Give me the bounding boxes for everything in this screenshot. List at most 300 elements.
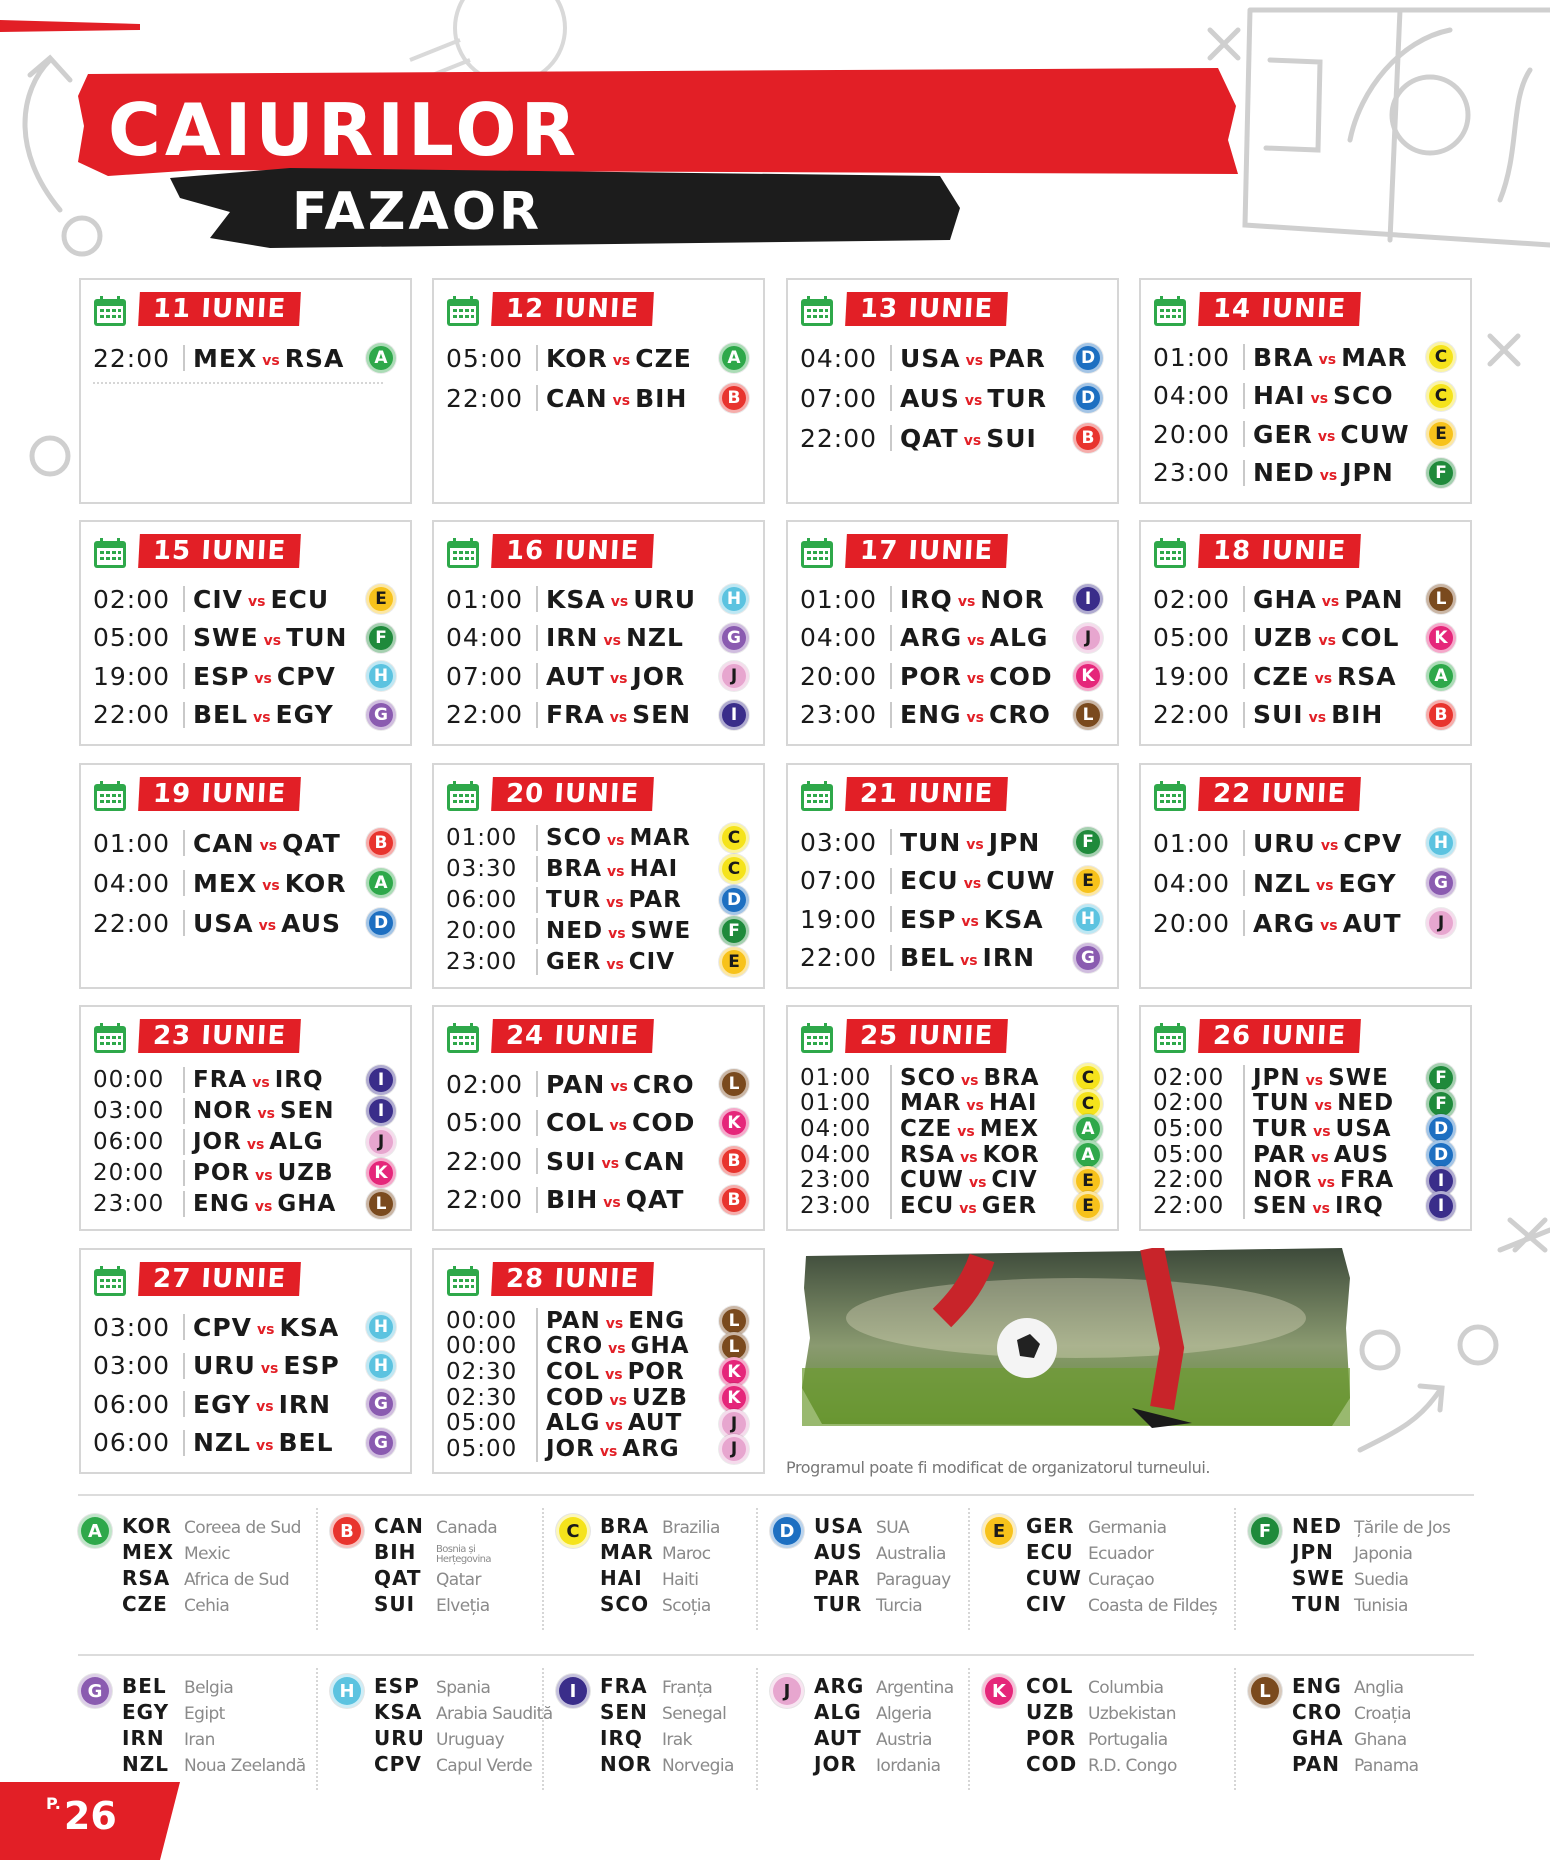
legend-group [330, 1674, 553, 1786]
away-team: PAR [988, 343, 1046, 373]
group-badge: L [1073, 700, 1103, 730]
home-team: SUI [546, 1146, 597, 1176]
group-badge: D [366, 908, 396, 938]
team-name: Maroc [662, 1544, 711, 1564]
legend-team [374, 1726, 504, 1752]
away-team: SWE [630, 917, 692, 944]
match-row [800, 1065, 1107, 1091]
legend-team [122, 1540, 230, 1566]
group-badge: K [719, 1357, 749, 1387]
day-date: 12 IUNIE [491, 292, 654, 326]
match-time: 20:00 [800, 661, 878, 691]
away-team: QAT [625, 1185, 685, 1215]
time-separator [890, 906, 892, 932]
vs-label: vs [259, 838, 278, 854]
time-separator [890, 425, 892, 451]
team-code: USA [814, 1514, 864, 1538]
away-team: AUS [281, 908, 342, 938]
match-row [446, 619, 753, 658]
home-team: NED [1253, 458, 1315, 488]
home-team: GER [546, 948, 602, 975]
vs-label: vs [1314, 1098, 1333, 1115]
legend-team [814, 1700, 932, 1726]
match-row [446, 580, 753, 619]
group-badge: L [366, 1189, 396, 1219]
vs-label: vs [1310, 390, 1329, 407]
vs-label: vs [1320, 918, 1338, 934]
group-badge: G [366, 1428, 396, 1458]
team-name: Columbia [1088, 1678, 1164, 1698]
away-team: BIH [1331, 700, 1384, 730]
legend-group-badge: A [78, 1514, 112, 1548]
match-time: 07:00 [446, 661, 524, 691]
legend-team [1026, 1540, 1153, 1566]
time-separator [536, 1410, 538, 1436]
group-badge: H [1073, 904, 1103, 934]
match-time: 23:00 [446, 948, 518, 975]
group-badge: F [719, 916, 749, 946]
team-code: UZB [1026, 1700, 1075, 1724]
group-badge: J [1073, 623, 1103, 653]
home-team: NZL [193, 1428, 251, 1458]
vs-label: vs [253, 709, 271, 726]
group-badge: I [1426, 1191, 1456, 1221]
day-date: 26 IUNIE [1198, 1019, 1361, 1053]
time-separator [536, 918, 538, 944]
team-code: GER [1026, 1514, 1075, 1538]
vs-label: vs [610, 1079, 628, 1096]
legend-team [1292, 1540, 1412, 1566]
match-time: 05:00 [446, 343, 524, 373]
legend-team [122, 1514, 301, 1540]
calendar-icon [1153, 295, 1187, 327]
day-date: 13 IUNIE [845, 292, 1008, 326]
dotted-divider [93, 382, 383, 384]
home-team: NOR [193, 1098, 253, 1125]
away-team: NED [1337, 1090, 1395, 1117]
team-name: Egipt [184, 1704, 225, 1724]
calendar-icon [446, 780, 480, 812]
time-separator [536, 586, 538, 612]
day-card [1139, 763, 1472, 989]
team-code: BIH [374, 1540, 417, 1564]
team-code: KSA [374, 1700, 423, 1724]
time-separator [536, 887, 538, 913]
vs-label: vs [260, 1360, 279, 1377]
time-separator [183, 1314, 185, 1340]
match-time: 22:00 [446, 1185, 524, 1215]
day-card [432, 520, 765, 746]
calendar-icon [93, 780, 127, 812]
match-row [800, 939, 1107, 978]
legend-group-badge: J [770, 1674, 804, 1708]
away-team: CRO [632, 1069, 695, 1099]
team-name: Bosnia și Herțegovina [436, 1543, 491, 1565]
away-team: CAN [624, 1146, 686, 1176]
time-separator [183, 1430, 185, 1456]
match-time: 23:00 [93, 1190, 165, 1217]
time-separator [536, 1308, 538, 1334]
legend-team [1292, 1566, 1408, 1592]
time-separator [1243, 344, 1245, 370]
vs-label: vs [610, 594, 629, 611]
legend-team [814, 1592, 922, 1618]
match-row [1153, 338, 1460, 377]
match-row [93, 903, 400, 943]
legend-team [122, 1592, 229, 1618]
match-time: 04:00 [800, 1141, 872, 1168]
team-code: CAN [374, 1514, 424, 1538]
time-separator [183, 1067, 185, 1093]
match-row [446, 1104, 753, 1143]
away-team: JPN [988, 827, 1041, 857]
team-name: Scoția [662, 1596, 711, 1616]
match-time: 23:00 [800, 700, 878, 730]
calendar-icon [446, 537, 480, 569]
vs-label: vs [960, 952, 978, 969]
match-time: 01:00 [800, 584, 878, 614]
vs-label: vs [609, 1117, 627, 1134]
time-separator [183, 1098, 185, 1124]
away-team: AUT [627, 1410, 683, 1437]
vs-label: vs [254, 1198, 273, 1215]
home-team: POR [193, 1159, 251, 1186]
match-row [93, 1347, 400, 1386]
away-team: IRN [982, 943, 1036, 973]
day-card [1139, 1005, 1472, 1231]
home-team: QAT [900, 423, 959, 453]
time-separator [1243, 1090, 1245, 1116]
away-team: KSA [279, 1312, 340, 1342]
match-time: 05:00 [1153, 1141, 1225, 1168]
away-team: AUT [1342, 908, 1402, 938]
team-code: CRO [1292, 1700, 1343, 1724]
home-team: NED [546, 917, 604, 944]
group-badge: C [719, 854, 749, 884]
legend-team [814, 1566, 951, 1592]
legend-group [1248, 1514, 1468, 1626]
away-team: JOR [632, 661, 686, 691]
legend-team [122, 1674, 233, 1700]
legend-separator [316, 1668, 318, 1790]
team-code: PAN [1292, 1752, 1341, 1776]
day-date: 27 IUNIE [138, 1262, 301, 1296]
team-code: KOR [122, 1514, 173, 1538]
team-code: MAR [600, 1540, 654, 1564]
vs-label: vs [246, 1136, 265, 1153]
match-time: 20:00 [1153, 419, 1231, 449]
team-code: GHA [1292, 1726, 1344, 1750]
away-team: TUN [286, 623, 348, 653]
home-team: GER [1253, 419, 1313, 449]
group-badge: H [366, 1351, 396, 1381]
team-code: BRA [600, 1514, 650, 1538]
legend-group-badge: I [556, 1674, 590, 1708]
calendar-icon [1153, 1022, 1187, 1054]
home-team: ECU [900, 1193, 955, 1220]
legend-group [556, 1514, 776, 1626]
team-code: SWE [1292, 1566, 1346, 1590]
team-code: PAR [814, 1566, 861, 1590]
group-badge: E [1073, 866, 1103, 896]
vs-label: vs [258, 918, 277, 934]
team-name: Portugalia [1088, 1730, 1168, 1750]
away-team: EGY [275, 700, 334, 730]
match-row [800, 696, 1107, 735]
page-title: CAIURILOR [108, 88, 581, 172]
home-team: MAR [900, 1090, 962, 1117]
time-separator [1243, 586, 1245, 612]
legend-separator [968, 1668, 970, 1790]
legend-separator [1234, 1508, 1236, 1630]
team-code: URU [374, 1726, 425, 1750]
calendar-icon [93, 1265, 127, 1297]
home-team: KSA [546, 584, 606, 614]
team-name: Brazilia [662, 1518, 720, 1538]
group-badge: B [719, 1185, 749, 1215]
time-separator [890, 1193, 892, 1219]
vs-label: vs [605, 1418, 623, 1435]
group-badge: C [1073, 1063, 1103, 1093]
away-team: BEL [278, 1428, 334, 1458]
vs-label: vs [961, 914, 979, 931]
day-date: 15 IUNIE [138, 534, 301, 568]
match-time: 03:00 [93, 1312, 171, 1342]
legend-team [374, 1514, 497, 1540]
legend-group [556, 1674, 776, 1786]
team-name: Belgia [184, 1678, 234, 1698]
away-team: GER [981, 1193, 1038, 1220]
away-team: MAR [1341, 342, 1408, 372]
home-team: ECU [900, 866, 959, 896]
match-time: 03:00 [93, 1098, 165, 1125]
away-team: TUR [987, 383, 1047, 413]
legend-team [1026, 1700, 1176, 1726]
time-separator [536, 856, 538, 882]
vs-label: vs [606, 894, 624, 911]
team-code: CUW [1026, 1566, 1082, 1590]
away-team: GHA [277, 1190, 337, 1217]
legend-group-badge: L [1248, 1674, 1282, 1708]
day-date: 18 IUNIE [1198, 534, 1361, 568]
match-row [1153, 903, 1460, 943]
match-row [446, 1411, 753, 1437]
vs-label: vs [963, 433, 982, 449]
match-time: 23:00 [1153, 458, 1231, 488]
match-row [1153, 580, 1460, 619]
away-team: CPV [1343, 828, 1403, 858]
group-badge: G [366, 1389, 396, 1419]
legend-team [1026, 1726, 1168, 1752]
team-code: JPN [1292, 1540, 1334, 1564]
match-time: 22:00 [1153, 1167, 1225, 1194]
vs-label: vs [1308, 709, 1327, 726]
time-separator [890, 702, 892, 728]
group-badge: E [366, 584, 396, 614]
away-team: ECU [270, 584, 330, 614]
away-team: MAR [629, 825, 691, 852]
home-team: TUR [546, 886, 602, 913]
day-date: 16 IUNIE [491, 534, 654, 568]
match-row [93, 863, 400, 903]
vs-label: vs [961, 1072, 979, 1089]
group-badge: E [1073, 1191, 1103, 1221]
calendar-icon [93, 1022, 127, 1054]
away-team: HAI [988, 1090, 1038, 1117]
away-team: SWE [1328, 1064, 1389, 1091]
group-badge: I [366, 1065, 396, 1095]
group-badge: H [719, 584, 749, 614]
match-time: 01:00 [93, 828, 171, 858]
team-code: SEN [600, 1700, 648, 1724]
team-name: Coasta de Fildeș [1088, 1596, 1218, 1616]
time-separator [183, 1391, 185, 1417]
match-time: 07:00 [800, 866, 878, 896]
legend-team [814, 1674, 954, 1700]
match-time: 05:00 [1153, 623, 1231, 653]
home-team: PAN [546, 1069, 606, 1099]
team-name: Franța [662, 1678, 713, 1698]
match-row [93, 1065, 400, 1096]
legend-team [1292, 1752, 1418, 1778]
team-name: Mexic [184, 1544, 230, 1564]
away-team: UZB [277, 1159, 334, 1186]
day-date: 11 IUNIE [138, 292, 301, 326]
legend-group [78, 1674, 306, 1786]
match-time: 03:00 [800, 827, 878, 857]
home-team: ESP [900, 904, 957, 934]
team-code: ENG [1292, 1674, 1342, 1698]
vs-label: vs [1317, 429, 1336, 446]
match-row [446, 1436, 753, 1462]
away-team: ALG [269, 1128, 324, 1155]
away-team: COD [632, 1108, 696, 1138]
time-separator [890, 1167, 892, 1193]
legend-team [374, 1674, 490, 1700]
calendar-icon [800, 1022, 834, 1054]
team-code: NZL [122, 1752, 169, 1776]
day-card [79, 1005, 412, 1231]
time-separator [536, 702, 538, 728]
home-team: FRA [193, 1067, 248, 1094]
vs-label: vs [257, 1106, 275, 1123]
match-time: 22:00 [93, 908, 171, 938]
match-row [800, 900, 1107, 939]
legend-team [600, 1700, 726, 1726]
vs-label: vs [967, 632, 985, 649]
group-badge: I [1073, 584, 1103, 614]
vs-label: vs [608, 925, 626, 942]
match-row [800, 1193, 1107, 1219]
vs-label: vs [605, 1367, 623, 1384]
home-team: TUN [900, 827, 962, 857]
match-row [446, 915, 753, 946]
away-team: BRA [983, 1064, 1040, 1091]
time-separator [536, 1333, 538, 1359]
match-time: 01:00 [446, 584, 524, 614]
vs-label: vs [603, 632, 621, 649]
vs-label: vs [1312, 1201, 1330, 1218]
away-team: CZE [635, 343, 692, 373]
home-team: ESP [193, 661, 250, 691]
group-badge: J [719, 1409, 749, 1439]
match-time: 04:00 [800, 1116, 872, 1143]
team-code: COD [1026, 1752, 1078, 1776]
away-team: HAI [629, 856, 679, 883]
legend-team [600, 1752, 734, 1778]
home-team: SUI [1253, 700, 1304, 730]
vs-label: vs [1319, 467, 1338, 484]
time-separator [536, 625, 538, 651]
team-name: Norvegia [662, 1756, 734, 1776]
match-time: 01:00 [1153, 342, 1231, 372]
home-team: CZE [1253, 661, 1310, 691]
group-badge: I [366, 1096, 396, 1126]
legend-team [1026, 1674, 1163, 1700]
team-name: R.D. Congo [1088, 1756, 1177, 1776]
match-time: 20:00 [446, 917, 518, 944]
away-team: URU [633, 584, 697, 614]
legend-separator [542, 1668, 544, 1790]
legend-team [600, 1540, 710, 1566]
match-time: 02:00 [446, 1069, 524, 1099]
team-name: Spania [436, 1678, 491, 1698]
vs-label: vs [966, 1098, 984, 1115]
match-time: 06:00 [93, 1128, 165, 1155]
home-team: JOR [546, 1436, 595, 1463]
home-team: TUN [1253, 1090, 1310, 1117]
day-card [1139, 278, 1472, 504]
team-name: Argentina [876, 1678, 954, 1698]
home-team: CAN [546, 383, 608, 413]
team-code: NED [1292, 1514, 1343, 1538]
home-team: USA [193, 908, 254, 938]
group-badge: A [366, 868, 396, 898]
time-separator [183, 870, 185, 896]
match-row [1153, 823, 1460, 863]
team-name: Senegal [662, 1704, 727, 1724]
match-time: 20:00 [93, 1159, 165, 1186]
team-code: TUR [814, 1592, 863, 1616]
calendar-icon [93, 537, 127, 569]
away-team: PAR [628, 886, 682, 913]
vs-label: vs [966, 709, 984, 726]
match-time: 01:00 [446, 825, 518, 852]
vs-label: vs [1311, 1149, 1329, 1166]
vs-label: vs [248, 594, 266, 611]
group-badge: G [1073, 943, 1103, 973]
away-team: ESP [283, 1351, 340, 1381]
day-date: 21 IUNIE [845, 777, 1008, 811]
match-row [93, 823, 400, 863]
calendar-icon [93, 295, 127, 327]
match-row [446, 1308, 753, 1334]
away-team: CIV [628, 948, 676, 975]
match-row [1153, 863, 1460, 903]
away-team: FRA [1339, 1167, 1395, 1194]
away-team: CIV [991, 1167, 1038, 1194]
legend-team [1292, 1674, 1403, 1700]
team-name: Haiti [662, 1570, 699, 1590]
time-separator [536, 1110, 538, 1136]
legend-group-badge: E [982, 1514, 1016, 1548]
legend-team [1292, 1514, 1450, 1540]
vs-label: vs [254, 671, 272, 688]
vs-label: vs [1318, 352, 1337, 369]
home-team: ARG [900, 623, 963, 653]
team-code: HAI [600, 1566, 643, 1590]
away-team: KOR [284, 868, 347, 898]
